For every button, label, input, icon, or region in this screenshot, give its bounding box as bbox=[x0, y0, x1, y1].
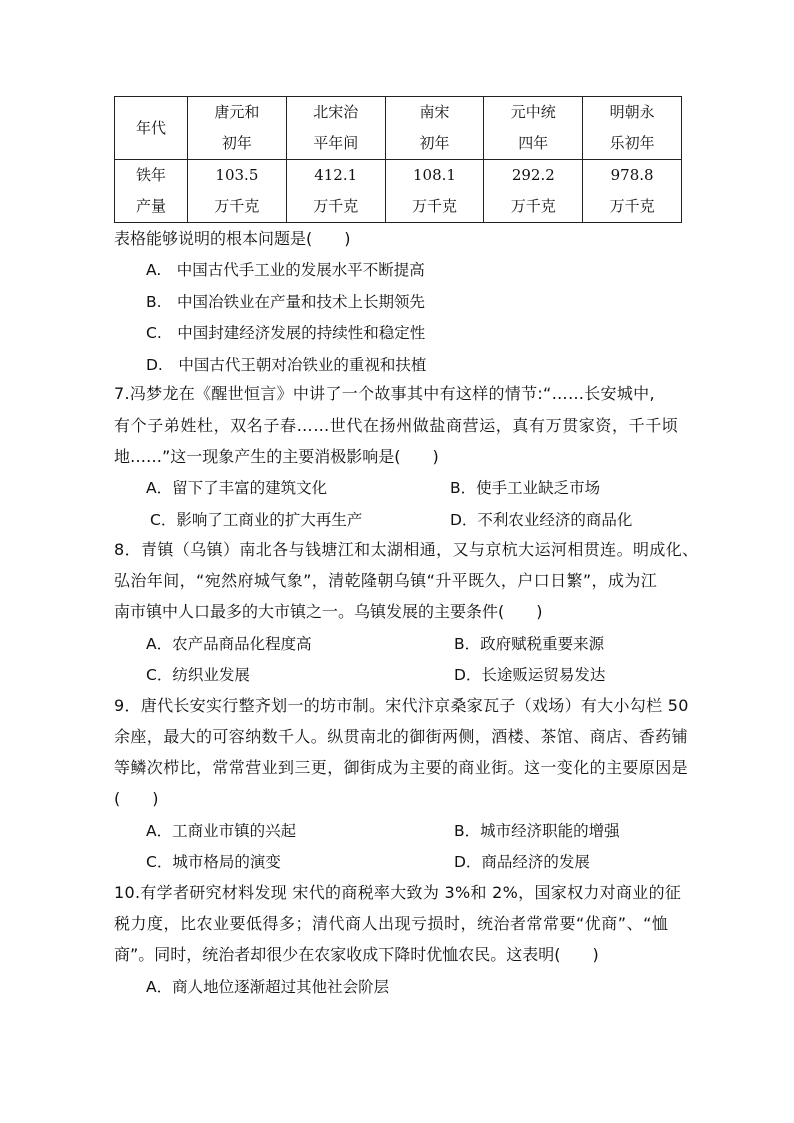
q10-stem-line-1: 10.有学者研究材料发现 宋代的商税率大致为 3%和 2%，国家权力对商业的征 bbox=[114, 883, 682, 902]
table-header-row bbox=[115, 97, 682, 160]
q7-stem-line-2: 有个子弟姓杜，双名子春……世代在扬州做盐商营运，真有万贯家资，千千顷 bbox=[114, 416, 679, 435]
q9-stem-line-2: 余座，最大的可容纳数千人。纵贯南北的御街两侧，酒楼、茶馆、商店、香药铺 bbox=[114, 727, 689, 746]
era-line-1: 唐元和 bbox=[214, 103, 260, 121]
output-unit: 万千克 bbox=[510, 197, 556, 215]
output-value: 108.1 bbox=[413, 166, 456, 184]
table-cell-era bbox=[188, 97, 287, 160]
output-label-line-2: 产量 bbox=[135, 197, 166, 215]
output-value: 103.5 bbox=[215, 166, 259, 184]
table-cell-output-label bbox=[115, 160, 188, 223]
table-cell-era bbox=[286, 97, 385, 160]
q9-stem-line-3: 等鳞次栉比，常常营业到三更，御街成为主要的商业街。这一变化的主要原因是 bbox=[114, 758, 689, 777]
table-data-row bbox=[115, 160, 682, 223]
output-unit: 万千克 bbox=[411, 197, 457, 215]
q8-stem-line-3: 南市镇中人口最多的大市镇之一。乌镇发展的主要条件( ) bbox=[114, 602, 543, 621]
output-label-line-1: 铁年 bbox=[135, 166, 166, 184]
q10-option-a[interactable]: A．商人地位逐渐超过其他社会阶层 bbox=[146, 978, 390, 996]
table-cell-era-label: 年代 bbox=[115, 97, 188, 160]
table-cell-output bbox=[583, 160, 682, 223]
table-cell-era bbox=[385, 97, 484, 160]
table-cell-era bbox=[583, 97, 682, 160]
output-unit: 万千克 bbox=[214, 197, 260, 215]
table-cell-output bbox=[188, 160, 287, 223]
era-line-2: 初年 bbox=[419, 134, 450, 152]
table-cell-output bbox=[286, 160, 385, 223]
q7-option-a[interactable]: A．留下了丰富的建筑文化 bbox=[146, 479, 328, 497]
q6-option-c[interactable]: C. 中国封建经济发展的持续性和稳定性 bbox=[146, 324, 426, 342]
q6-stem: 表格能够说明的根本问题是( ) bbox=[114, 229, 351, 248]
q8-option-c[interactable]: C．纺织业发展 bbox=[146, 666, 250, 684]
q7-stem-line-3: 地……”这一现象产生的主要消极影响是( ) bbox=[114, 447, 439, 466]
table-cell-output bbox=[484, 160, 583, 223]
era-line-1: 南宋 bbox=[419, 103, 450, 121]
output-value: 978.8 bbox=[610, 166, 654, 184]
output-unit: 万千克 bbox=[313, 197, 359, 215]
q7-option-c[interactable]: C．影响了工商业的扩大再生产 bbox=[150, 511, 363, 529]
q8-stem-line-2: 弘治年间，“宛然府城气象”，清乾隆朝乌镇“升平既久，户口日繁”，成为江 bbox=[114, 571, 658, 590]
q8-option-a[interactable]: A．农产品商品化程度高 bbox=[146, 635, 312, 653]
era-line-2: 四年 bbox=[518, 134, 549, 152]
q6-option-b[interactable]: B. 中国冶铁业在产量和技术上长期领先 bbox=[146, 293, 426, 311]
q9-stem-line-1: 9．唐代长安实行整齐划一的坊市制。宋代汴京桑家瓦子（戏场）有大小勾栏 50 bbox=[114, 696, 689, 715]
q9-option-a[interactable]: A．工商业市镇的兴起 bbox=[146, 822, 297, 840]
output-value: 292.2 bbox=[511, 166, 555, 184]
era-line-1: 北宋治 bbox=[313, 103, 359, 121]
table-cell-era bbox=[484, 97, 583, 160]
q7-option-d[interactable]: D．不利农业经济的商品化 bbox=[450, 511, 633, 529]
q7-option-b[interactable]: B．使手工业缺乏市场 bbox=[450, 479, 601, 497]
output-value: 412.1 bbox=[314, 166, 358, 184]
q8-option-d[interactable]: D．长途贩运贸易发达 bbox=[454, 666, 606, 684]
q10-stem-line-3: 商”。同时，统治者却很少在农家收成下降时优恤农民。这表明( ) bbox=[114, 945, 599, 964]
q8-stem-line-1: 8．青镇（乌镇）南北各与钱塘江和太湖相通，又与京杭大运河相贯连。明成化、 bbox=[114, 540, 699, 559]
q9-option-d[interactable]: D．商品经济的发展 bbox=[454, 853, 590, 871]
q6-option-d[interactable]: D. 中国古代王朝对冶铁业的重视和扶植 bbox=[146, 356, 427, 374]
q7-stem-line-1: 7.冯梦龙在《醒世恒言》中讲了一个故事其中有这样的情节:“……长安城中, bbox=[114, 384, 655, 403]
iron-output-table bbox=[114, 96, 682, 223]
q6-option-a[interactable]: A. 中国古代手工业的发展水平不断提高 bbox=[146, 261, 425, 279]
era-line-2: 平年间 bbox=[313, 134, 359, 152]
q9-option-b[interactable]: B．城市经济职能的增强 bbox=[454, 822, 620, 840]
table-cell-output bbox=[385, 160, 484, 223]
output-unit: 万千克 bbox=[609, 197, 655, 215]
era-line-1: 元中统 bbox=[510, 103, 556, 121]
q9-stem-line-4: ( ) bbox=[114, 789, 159, 808]
era-line-1: 明朝永 bbox=[609, 103, 655, 121]
q9-option-c[interactable]: C．城市格局的演变 bbox=[146, 853, 281, 871]
q10-stem-line-2: 税力度，比农业要低得多；清代商人出现亏损时，统治者常常要“优商”、“恤 bbox=[114, 914, 669, 933]
q8-option-b[interactable]: B．政府赋税重要来源 bbox=[454, 635, 605, 653]
era-line-2: 乐初年 bbox=[609, 134, 655, 152]
era-line-2: 初年 bbox=[221, 134, 252, 152]
